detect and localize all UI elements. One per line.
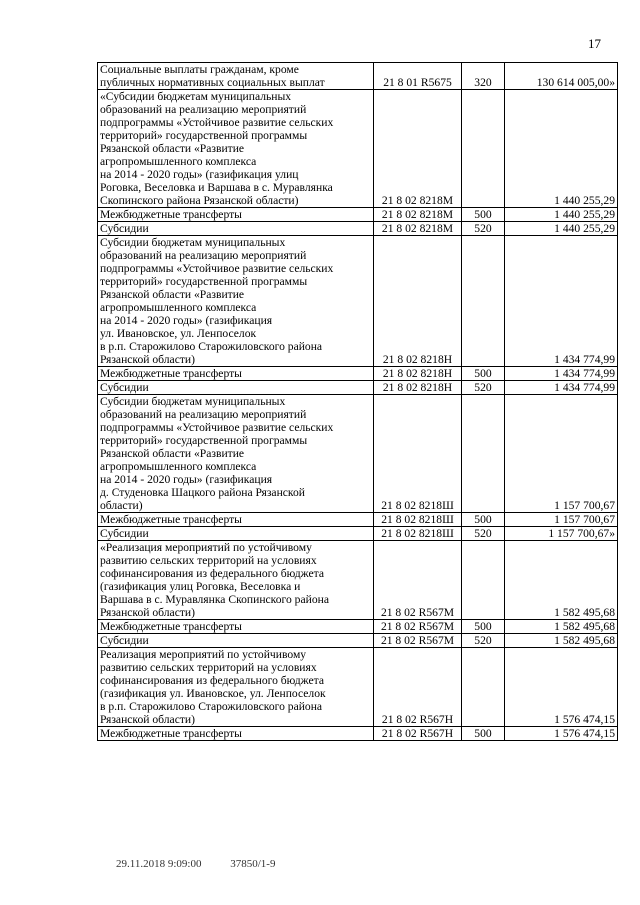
- row-name-cell: «Субсидии бюджетам муниципальных образований на реализацию мероприятий подпрограммы «Устойчивое развитие сельских территорий» государственной программы Рязанской области «Развитие агропромышленного комплекса на 2014 - 2020 годы» (газификация улиц Роговка, Веселовка и Варшава в с. Муравлянка Скопинского района Рязанской области): [98, 90, 374, 208]
- row-type-cell: [462, 648, 505, 727]
- row-type-cell: 500: [462, 208, 505, 222]
- table-row: [98, 648, 618, 727]
- row-type-cell: 500: [462, 620, 505, 634]
- row-type-cell: [462, 236, 505, 367]
- row-code-cell: 21 8 02 8218Ш: [374, 395, 462, 513]
- table-row: [98, 381, 618, 395]
- row-name-cell: Межбюджетные трансферты: [98, 620, 374, 634]
- row-type-cell: [462, 395, 505, 513]
- row-code-cell: 21 8 02 8218Н: [374, 236, 462, 367]
- row-name-cell: Межбюджетные трансферты: [98, 208, 374, 222]
- row-name-cell: Субсидии: [98, 634, 374, 648]
- row-name-cell: Субсидии: [98, 527, 374, 541]
- row-code-cell: 21 8 01 R5675: [374, 63, 462, 90]
- table-row: [98, 236, 618, 367]
- row-name-cell: Межбюджетные трансферты: [98, 513, 374, 527]
- row-code-cell: 21 8 02 8218Ш: [374, 513, 462, 527]
- table-row: [98, 395, 618, 513]
- table-row: [98, 527, 618, 541]
- row-name-cell: Межбюджетные трансферты: [98, 367, 374, 381]
- row-amount-cell: 1 582 495,68: [505, 620, 618, 634]
- row-code-cell: 21 8 02 8218М: [374, 222, 462, 236]
- table-row: [98, 63, 618, 90]
- row-type-cell: 520: [462, 634, 505, 648]
- row-type-cell: 500: [462, 513, 505, 527]
- table-row: [98, 620, 618, 634]
- table-row: [98, 541, 618, 620]
- row-name-cell: Реализация мероприятий по устойчивому развитию сельских территорий на условиях софинансирования из федерального бюджета (газификация ул. Ивановское, ул. Ленпоселок в р.п. Старожилово Старожиловского района Рязанской области): [98, 648, 374, 727]
- row-name-cell: Субсидии бюджетам муниципальных образований на реализацию мероприятий подпрограммы «Устойчивое развитие сельских территорий» государственной программы Рязанской области «Развитие агропромышленного комплекса на 2014 - 2020 годы» (газификация ул. Ивановское, ул. Ленпоселок в р.п. Старожилово Старожиловского района Рязанской области): [98, 236, 374, 367]
- row-code-cell: 21 8 02 8218М: [374, 90, 462, 208]
- row-code-cell: 21 8 02 8218Н: [374, 367, 462, 381]
- page-number: 17: [588, 36, 601, 51]
- row-amount-cell: 1 582 495,68: [505, 541, 618, 620]
- footer-timestamp: 29.11.2018 9:09:00: [116, 858, 202, 870]
- footer: [116, 858, 301, 870]
- table-row: [98, 513, 618, 527]
- table-row: [98, 634, 618, 648]
- row-code-cell: 21 8 02 8218Ш: [374, 527, 462, 541]
- row-amount-cell: 1 576 474,15: [505, 727, 618, 741]
- row-amount-cell: 1 440 255,29: [505, 208, 618, 222]
- table-row: [98, 222, 618, 236]
- row-name-cell: Межбюджетные трансферты: [98, 727, 374, 741]
- row-type-cell: [462, 90, 505, 208]
- table-row: [98, 90, 618, 208]
- row-code-cell: 21 8 02 8218Н: [374, 381, 462, 395]
- row-amount-cell: 1 440 255,29: [505, 90, 618, 208]
- row-type-cell: [462, 541, 505, 620]
- budget-table-body: [98, 63, 618, 741]
- budget-table: [97, 62, 618, 741]
- row-name-cell: Субсидии: [98, 222, 374, 236]
- row-code-cell: 21 8 02 R567М: [374, 634, 462, 648]
- row-amount-cell: 1 157 700,67: [505, 395, 618, 513]
- row-code-cell: 21 8 02 R567Н: [374, 727, 462, 741]
- footer-doc-id: 37850/1-9: [230, 858, 276, 870]
- row-type-cell: 500: [462, 367, 505, 381]
- row-type-cell: 500: [462, 727, 505, 741]
- row-amount-cell: 1 157 700,67»: [505, 527, 618, 541]
- row-type-cell: 520: [462, 222, 505, 236]
- row-amount-cell: 130 614 005,00»: [505, 63, 618, 90]
- row-name-cell: Субсидии: [98, 381, 374, 395]
- row-amount-cell: 1 434 774,99: [505, 381, 618, 395]
- row-name-cell: Социальные выплаты гражданам, кроме публичных нормативных социальных выплат: [98, 63, 374, 90]
- row-amount-cell: 1 157 700,67: [505, 513, 618, 527]
- row-name-cell: «Реализация мероприятий по устойчивому развитию сельских территорий на условиях софинансирования из федерального бюджета (газификация улиц Роговка, Веселовка и Варшава в с. Муравлянка Скопинского района Рязанской области): [98, 541, 374, 620]
- row-amount-cell: 1 576 474,15: [505, 648, 618, 727]
- row-amount-cell: 1 434 774,99: [505, 367, 618, 381]
- row-amount-cell: 1 434 774,99: [505, 236, 618, 367]
- row-name-cell: Субсидии бюджетам муниципальных образований на реализацию мероприятий подпрограммы «Устойчивое развитие сельских территорий» государственной программы Рязанской области «Развитие агропромышленного комплекса на 2014 - 2020 годы» (газификация д. Студеновка Шацкого района Рязанской области): [98, 395, 374, 513]
- row-type-cell: 520: [462, 381, 505, 395]
- table-row: [98, 367, 618, 381]
- row-code-cell: 21 8 02 R567М: [374, 541, 462, 620]
- row-type-cell: 320: [462, 63, 505, 90]
- row-amount-cell: 1 582 495,68: [505, 634, 618, 648]
- row-type-cell: 520: [462, 527, 505, 541]
- row-code-cell: 21 8 02 R567М: [374, 620, 462, 634]
- row-code-cell: 21 8 02 8218М: [374, 208, 462, 222]
- row-code-cell: 21 8 02 R567Н: [374, 648, 462, 727]
- row-amount-cell: 1 440 255,29: [505, 222, 618, 236]
- table-row: [98, 727, 618, 741]
- table-row: [98, 208, 618, 222]
